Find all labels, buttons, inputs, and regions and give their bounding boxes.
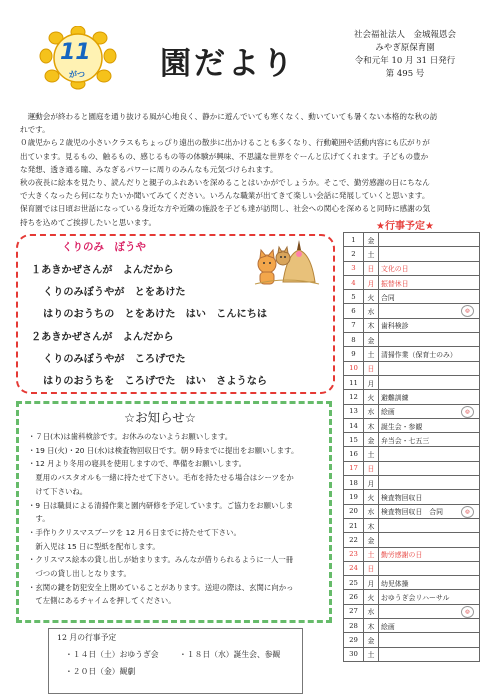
calendar-weekday [364,604,379,618]
org-line: みやぎ原保育園 [375,43,435,53]
song-line: はりのおうちの とをあけた はい こんにちは [43,309,268,320]
calendar-weekday [364,233,379,247]
calendar-weekday [364,533,379,547]
stamp-icon: ◎ [461,506,474,518]
calendar-weekday-text: 土 [367,250,375,259]
calendar-weekday [364,619,379,633]
calendar-event-text: 歯科検診 [381,322,409,331]
calendar-event-text: 検査物回収日 合同 [381,508,444,517]
calendar-weekday-text: 水 [367,508,375,517]
calendar-row [344,518,480,532]
calendar-event-text: 振替休日 [381,279,409,288]
calendar-weekday [364,461,379,475]
calendar-event [379,404,480,418]
calendar-weekday [364,504,379,518]
calendar-day-text: 11 [349,378,358,387]
calendar-weekday-text: 土 [367,451,375,460]
calendar-weekday-text: 木 [367,622,375,631]
calendar-event-text: 誕生会・参観 [381,422,423,431]
notice-item: ・9 日は職員による清掃作業と園内研修を予定しています。ご協力をお願いしま [28,500,294,510]
calendar-weekday-text: 日 [367,465,375,474]
stamp-icon: ◎ [461,305,474,317]
december-title: 12 月の行事予定 [57,633,117,642]
intro-text [20,110,478,229]
event-calendar [343,232,480,662]
calendar-event [379,490,480,504]
calendar-weekday-text: 金 [367,636,375,645]
badge-number: 11 [60,40,91,65]
calendar-day [344,604,364,618]
calendar-row [344,619,480,633]
notice-item: ・玄関の鍵を防犯安全上閉めていることがあります。送迎の際は、玄関に向かっ [28,582,294,592]
calendar-day-text: 8 [351,335,356,344]
calendar-event-text: おゆうぎ会リハーサル [381,594,450,603]
calendar-row [344,418,480,432]
calendar-row [344,261,480,275]
calendar-day [344,561,364,575]
december-item: ・１８日（水）誕生会、参観 [179,650,281,659]
calendar-weekday-text: 木 [367,522,375,531]
calendar-event [379,647,480,661]
issue-number: 第 495 号 [385,69,425,79]
calendar-day [344,647,364,661]
calendar-event [379,361,480,375]
calendar-day-text: 25 [349,578,358,587]
calendar-day-text: 30 [349,650,358,659]
calendar-weekday-text: 日 [367,365,375,374]
calendar-title: ★行事予定★ [376,221,434,232]
calendar-row [344,347,480,361]
calendar-weekday-text: 火 [367,493,375,502]
calendar-day-text: 6 [351,307,356,316]
calendar-weekday-text: 日 [367,565,375,574]
badge-unit: がつ [69,70,85,79]
cats-illustration-icon [253,236,321,288]
calendar-weekday-text: 木 [367,322,375,331]
calendar-day [344,333,364,347]
calendar-day-text: 5 [351,292,356,301]
calendar-row [344,404,480,418]
calendar-weekday [364,404,379,418]
calendar-event [379,318,480,332]
calendar-day-text: 23 [349,550,358,559]
calendar-day [344,347,364,361]
calendar-day-text: 18 [349,478,358,487]
calendar-weekday [364,590,379,604]
calendar-day [344,619,364,633]
calendar-weekday-text: 金 [367,436,375,445]
org-info [330,29,480,81]
calendar-weekday-text: 水 [367,608,375,617]
calendar-event [379,504,480,518]
calendar-weekday [364,304,379,318]
intro-line: 出ています。見るもの、触るもの、感じるもの等の体験が興味、不思議な世界をぐーんと広げてくれます。子どもの豊か [20,151,429,161]
calendar-day [344,247,364,261]
calendar-day-text: 14 [349,421,358,430]
song-line: ２あきかぜさんが よんだから [31,332,174,343]
december-schedule-box [48,628,303,694]
calendar-weekday [364,490,379,504]
calendar-row [344,561,480,575]
calendar-row [344,304,480,318]
calendar-day-text: 16 [349,450,358,459]
stamp-icon: ◎ [461,606,474,618]
calendar-day-text: 9 [351,350,356,359]
intro-line: 運動会が終わると園庭を通り抜ける風が心地良く、静かに遊んでいても寒くなく、動いていても暑くない本格的な秋の訪 [20,112,438,121]
calendar-event-text: 合同 [381,293,395,302]
calendar-weekday [364,547,379,561]
notice-item: けて下さいね。 [28,486,88,496]
calendar-weekday-text: 金 [367,336,375,345]
calendar-weekday-text: 木 [367,422,375,431]
calendar-event-text: 文化の日 [381,265,409,274]
notice-list [28,430,324,608]
calendar-event-text: 清掃作業（保育士のみ） [381,351,457,360]
calendar-weekday-text: 月 [367,279,375,288]
calendar-weekday-text: 土 [367,351,375,360]
org-line: 社会福祉法人 金城報恩会 [353,30,456,40]
calendar-day [344,490,364,504]
page-title: 園だより [160,46,296,82]
calendar-weekday [364,347,379,361]
calendar-event [379,290,480,304]
calendar-weekday [364,647,379,661]
calendar-weekday [364,361,379,375]
song-line: はりのおうちを ころげでた はい さようなら [43,376,268,387]
calendar-day-text: 1 [351,235,356,244]
calendar-weekday [364,561,379,575]
stamp-icon: ◎ [461,406,474,418]
calendar-weekday-text: 月 [367,479,375,488]
calendar-day [344,275,364,289]
calendar-weekday [364,247,379,261]
calendar-event [379,619,480,633]
calendar-event [379,275,480,289]
calendar-day [344,375,364,389]
notice-item: 夏用のバスタオルも一緒に持たせて下さい。毛布を持たせる場合はシーツをか [28,473,294,483]
calendar-day [344,290,364,304]
calendar-event [379,576,480,590]
calendar-weekday-text: 月 [367,579,375,588]
notice-item: す。 [28,514,50,524]
calendar-event-text: 勤労感謝の日 [381,551,423,560]
calendar-event-text: 幼児体操 [381,579,409,588]
calendar-day-text: 29 [349,635,358,644]
calendar-day [344,433,364,447]
calendar-row [344,318,480,332]
calendar-weekday [364,261,379,275]
calendar-day [344,547,364,561]
calendar-day [344,518,364,532]
calendar-event [379,333,480,347]
calendar-event [379,604,480,618]
calendar-day-text: 4 [351,278,356,287]
notice-item: 新入児は 15 日に型紙を配布します。 [28,541,160,551]
calendar-event [379,261,480,275]
notice-item: ・19 日(火)・20 日(水)は検査物回収日です。朝９時までに提出をお願いします。 [28,445,299,455]
calendar-day [344,504,364,518]
calendar-row [344,375,480,389]
calendar-day [344,304,364,318]
calendar-event [379,476,480,490]
calendar-row [344,333,480,347]
calendar-row [344,647,480,661]
calendar-row [344,576,480,590]
notice-item: て左側にあるチャイムを押してください。 [28,596,176,606]
song-line: くりのみぼうやが とをあけた [43,287,186,298]
calendar-row [344,247,480,261]
calendar-weekday-text: 火 [367,594,375,603]
calendar-row [344,604,480,618]
calendar-weekday-text: 土 [367,651,375,660]
calendar-row [344,504,480,518]
calendar-row [344,233,480,247]
calendar-event-text: 検査物回収日 [381,493,423,502]
calendar-day [344,633,364,647]
calendar-day-text: 12 [349,392,358,401]
calendar-day-text: 21 [349,521,358,530]
intro-line: 持ちを込めてご挨拶したいと思います。 [20,217,157,227]
calendar-row [344,361,480,375]
calendar-day-text: 27 [349,607,358,616]
calendar-row [344,390,480,404]
calendar-weekday [364,476,379,490]
calendar-row [344,461,480,475]
calendar-event [379,375,480,389]
calendar-weekday-text: 火 [367,393,375,402]
song-line: くりのみぼうやが ころげでた [43,354,186,365]
calendar-day-text: 24 [349,564,358,573]
calendar-event [379,547,480,561]
calendar-event-text: 弁当会・七五三 [381,436,430,445]
calendar-weekday [364,433,379,447]
calendar-event [379,247,480,261]
calendar-day [344,590,364,604]
intro-line: れです。 [20,125,50,135]
calendar-day [344,261,364,275]
calendar-weekday [364,275,379,289]
intro-line: 秋の夜長に絵本を見たり、読んだりと親子のふれあいを深めることはいかがでしょうか。そこで、勤労感謝の日にちなん [20,178,430,188]
calendar-day-text: 2 [351,249,356,258]
calendar-day [344,418,364,432]
calendar-event [379,447,480,461]
calendar-event [379,347,480,361]
calendar-row [344,275,480,289]
notice-item: ・７日(木)は歯科検診です。お休みのないようお願いします。 [28,432,233,441]
calendar-event-text: 避難訓練 [381,393,409,402]
calendar-row [344,633,480,647]
notice-item: ・12 月より冬用の寝具を使用しますので、準備をお願いします。 [28,459,246,469]
calendar-weekday [364,375,379,389]
calendar-weekday [364,418,379,432]
calendar-event [379,590,480,604]
calendar-weekday [364,633,379,647]
calendar-day-text: 20 [349,507,358,516]
notice-title: ☆お知らせ☆ [123,410,197,425]
calendar-event [379,418,480,432]
calendar-weekday-text: 金 [367,236,375,245]
calendar-day-text: 10 [349,364,358,373]
calendar-day-text: 15 [349,435,358,444]
calendar-row [344,447,480,461]
calendar-row [344,547,480,561]
calendar-day-text: 19 [349,492,358,501]
calendar-row [344,590,480,604]
calendar-weekday [364,390,379,404]
calendar-day [344,404,364,418]
calendar-day-text: 26 [349,593,358,602]
calendar-day [344,576,364,590]
intro-line: な発想、透き通る瞳、みなぎるパワーに周りのみんなも元気づけられます。 [20,164,278,174]
calendar-weekday-text: 水 [367,308,375,317]
calendar-day-text: 7 [351,321,356,330]
calendar-day [344,533,364,547]
calendar-weekday-text: 日 [367,265,375,274]
calendar-event [379,518,480,532]
calendar-weekday-text: 土 [367,551,375,560]
calendar-event [379,533,480,547]
calendar-weekday [364,576,379,590]
notice-item: ・クリスマス絵本の貸し出しが始まります。みんなが借りられるように一人一冊 [28,555,294,565]
notice-item: づつの貸し出しとなります。 [28,569,131,579]
calendar-weekday [364,518,379,532]
calendar-event [379,390,480,404]
calendar-day [344,233,364,247]
calendar-row [344,490,480,504]
calendar-day [344,390,364,404]
calendar-day-text: 3 [351,264,356,273]
calendar-day [344,361,364,375]
calendar-event [379,561,480,575]
calendar-day-text: 28 [349,621,358,630]
notice-item: ・手作りクリスマスブーツを 12 月６日までに持たせて下さい。 [28,527,241,537]
issue-date: 令和元年 10 月 31 日発行 [354,56,456,66]
calendar-event [379,233,480,247]
calendar-event [379,433,480,447]
calendar-event-text: 絵画 [381,622,395,631]
calendar-event [379,633,480,647]
calendar-weekday [364,290,379,304]
calendar-day [344,476,364,490]
calendar-day-text: 17 [349,464,358,473]
intro-line: 保育園では日頃お世話になっている身近な方や近隣の施設を子ども達が訪問し、社会への関心を深めると同時に感謝の気 [20,204,431,214]
song-line: １あきかぜさんが よんだから [31,265,174,276]
calendar-event-text: 絵画 [381,408,395,417]
song-title: くりのみ ぼうや [62,241,146,253]
calendar-day [344,318,364,332]
december-item: ・１４日（土）おゆうぎ会 [65,650,159,659]
calendar-weekday [364,318,379,332]
intro-line: ０歳児から２歳児の小さいクラスもちょっぴり遠出の散歩に出かけることも多くなり、行動範囲や活動内容にも広がりが [20,138,430,148]
calendar-day-text: 13 [349,407,358,416]
calendar-weekday-text: 金 [367,536,375,545]
intro-line: で大きくなったら何になりたいか聞いてみてください。いろんな職業が出てきて楽しい会話に発展していくと思います。 [20,191,430,201]
calendar-day [344,447,364,461]
calendar-event [379,304,480,318]
december-item: ・２０日（金）観劇 [65,667,136,676]
calendar-weekday-text: 水 [367,408,375,417]
calendar-row [344,290,480,304]
calendar-weekday-text: 火 [367,293,375,302]
calendar-weekday-text: 月 [367,379,375,388]
calendar-weekday [364,333,379,347]
calendar-day [344,461,364,475]
calendar-weekday [364,447,379,461]
calendar-row [344,533,480,547]
calendar-day-text: 22 [349,535,358,544]
calendar-row [344,433,480,447]
calendar-row [344,476,480,490]
calendar-event [379,461,480,475]
